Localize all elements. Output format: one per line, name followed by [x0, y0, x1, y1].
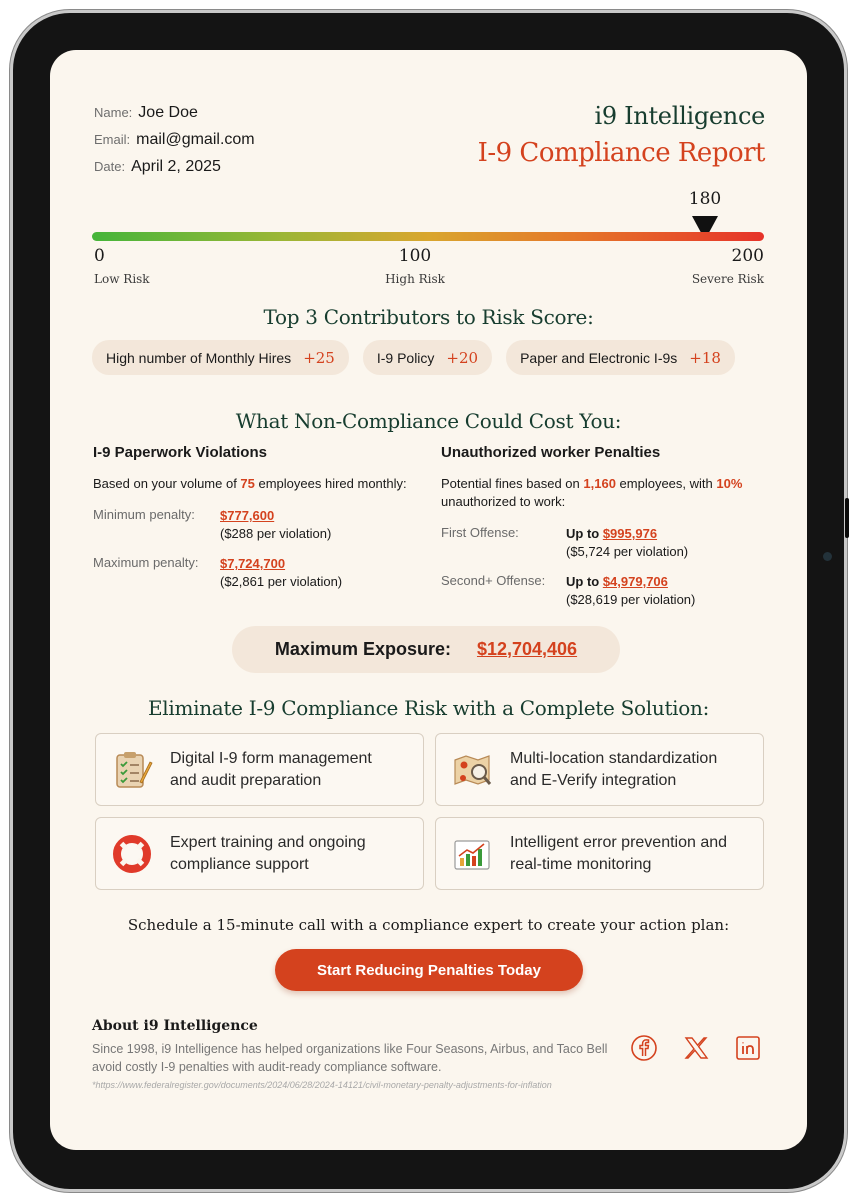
- second-offense-value: [566, 573, 695, 609]
- maximum-exposure-pill: [232, 626, 620, 673]
- email-value: mail@gmail.com: [136, 131, 255, 148]
- paperwork-title: I-9 Paperwork Violations: [93, 444, 267, 461]
- second-offense-amount: $4,979,706: [602, 574, 668, 589]
- tick-high: [370, 246, 460, 286]
- minimum-penalty-amount: $777,600: [220, 508, 275, 523]
- minimum-penalty-row: [93, 507, 413, 543]
- tick-label: Low Risk: [94, 272, 150, 286]
- hires-count: 75: [240, 476, 255, 491]
- tick-value: 200: [731, 246, 764, 266]
- paperwork-violations: [93, 444, 413, 591]
- costs-heading: What Non-Compliance Could Cost You:: [235, 409, 622, 433]
- unauthorized-percent: 10%: [716, 476, 743, 491]
- maximum-exposure-value: $12,704,406: [476, 639, 578, 659]
- solution-line: real-time monitoring: [510, 855, 652, 873]
- email-label: Email:: [94, 132, 131, 147]
- solution-card: [435, 733, 764, 806]
- maximum-exposure-label: Maximum Exposure:: [274, 639, 451, 659]
- solution-line: compliance support: [170, 855, 309, 873]
- tick-value: 100: [398, 246, 432, 266]
- date-value: April 2, 2025: [131, 158, 221, 175]
- facebook-icon[interactable]: [630, 1034, 658, 1062]
- tick-severe: [692, 246, 764, 286]
- contributor-points: +18: [689, 348, 721, 367]
- solution-text: [170, 748, 372, 792]
- solution-line: Intelligent error prevention and: [510, 833, 728, 851]
- report-screen: [50, 50, 807, 1150]
- first-offense-value: [566, 525, 688, 561]
- report-title: I-9 Compliance Report: [477, 138, 765, 168]
- maximum-penalty-row: [93, 555, 413, 591]
- name-value: Joe Doe: [138, 104, 198, 121]
- unauthorized-title: Unauthorized worker Penalties: [441, 444, 661, 461]
- solution-card: [95, 733, 424, 806]
- paperwork-description: [93, 475, 413, 493]
- desc-text: unauthorized to work:: [441, 494, 566, 509]
- employee-count: 1,160: [583, 476, 616, 491]
- solution-line: and audit preparation: [170, 771, 322, 789]
- solution-card: [435, 817, 764, 890]
- contributor-pill: [92, 340, 349, 375]
- risk-score-value: 180: [688, 189, 722, 209]
- clipboard-checklist-icon: [110, 748, 154, 792]
- solutions-heading: Eliminate I-9 Compliance Risk with a Complete Solution:: [147, 696, 710, 720]
- maximum-penalty-label: Maximum penalty:: [93, 555, 199, 570]
- unauthorized-penalties: [441, 444, 771, 609]
- unauthorized-description: [441, 475, 771, 511]
- solution-line: Multi-location standardization: [510, 749, 718, 767]
- name-label: Name:: [94, 105, 133, 120]
- first-offense-per: ($5,724 per violation): [566, 544, 689, 559]
- tick-value: 0: [94, 246, 105, 266]
- map-magnifier-icon: [450, 748, 494, 792]
- contributor-points: +25: [303, 348, 335, 367]
- lifebuoy-icon: [110, 832, 154, 876]
- maximum-penalty-amount: $7,724,700: [220, 556, 286, 571]
- x-icon[interactable]: [682, 1034, 710, 1062]
- contributor-label: High number of Monthly Hires: [106, 349, 292, 366]
- contributor-pill: [363, 340, 492, 375]
- about-body: Since 1998, i9 Intelligence has helped organizations like Four Seasons, Airbus, and Taco Bell avoid costly I-9 penalties with audit-ready compliance software.: [92, 1042, 608, 1074]
- solution-card: [95, 817, 424, 890]
- linkedin-icon[interactable]: [734, 1034, 762, 1062]
- risk-gradient-bar: [92, 232, 764, 241]
- brand-name: i9 Intelligence: [594, 102, 765, 130]
- contributor-label: I-9 Policy: [376, 349, 435, 366]
- minimum-penalty-per: ($288 per violation): [220, 526, 332, 541]
- first-offense-amount: $995,976: [602, 526, 658, 541]
- cta-text: Schedule a 15-minute call with a compliance expert to create your action plan:: [127, 916, 730, 934]
- start-reducing-penalties-button[interactable]: Start Reducing Penalties Today: [275, 949, 583, 991]
- tick-label: Severe Risk: [691, 272, 764, 286]
- first-offense-label: First Offense:: [441, 525, 519, 540]
- contributors-heading: Top 3 Contributors to Risk Score:: [263, 305, 594, 329]
- minimum-penalty-value: [220, 507, 331, 543]
- second-offense-label: Second+ Offense:: [441, 573, 546, 588]
- minimum-penalty-label: Minimum penalty:: [93, 507, 195, 522]
- desc-text: employees hired monthly:: [254, 476, 407, 491]
- recipient-info: [94, 104, 255, 185]
- solution-line: Digital I-9 form management: [170, 749, 372, 767]
- side-button: [845, 498, 849, 538]
- about-section: [92, 1018, 612, 1090]
- tick-label: High Risk: [385, 272, 445, 286]
- contributor-pill: [506, 340, 735, 375]
- brand-block: [478, 102, 765, 168]
- desc-text: employees, with: [615, 476, 717, 491]
- maximum-penalty-value: [220, 555, 342, 591]
- solution-text: [510, 748, 717, 792]
- first-offense-row: [441, 525, 771, 561]
- solution-cards: [95, 733, 764, 890]
- camera-dot: [823, 552, 832, 561]
- solution-text: [510, 832, 727, 876]
- contributor-label: Paper and Electronic I-9s: [520, 349, 678, 366]
- up-to-label: Up to: [566, 574, 603, 589]
- solution-text: [170, 832, 366, 876]
- desc-text: Potential fines based on: [441, 476, 584, 491]
- contributor-points: +20: [446, 348, 479, 367]
- up-to-label: Up to: [566, 526, 603, 541]
- maximum-penalty-per: ($2,861 per violation): [220, 574, 343, 589]
- desc-text: Based on your volume of: [93, 476, 241, 491]
- contributor-pills: [92, 340, 735, 375]
- solution-line: Expert training and ongoing: [170, 833, 366, 851]
- brand-logo: [478, 102, 765, 130]
- tick-low: [94, 246, 150, 286]
- chart-growth-icon: [450, 832, 494, 876]
- about-heading: About i9 Intelligence: [92, 1018, 258, 1034]
- solution-line: and E-Verify integration: [510, 771, 677, 789]
- second-offense-row: [441, 573, 771, 609]
- source-footnote-link[interactable]: *https://www.federalregister.gov/documents/2024/06/28/2024-14121/civil-monetary-penalty-adjustments-for-inflation: [92, 1080, 552, 1090]
- date-label: Date:: [94, 159, 126, 174]
- second-offense-per: ($28,619 per violation): [566, 592, 696, 607]
